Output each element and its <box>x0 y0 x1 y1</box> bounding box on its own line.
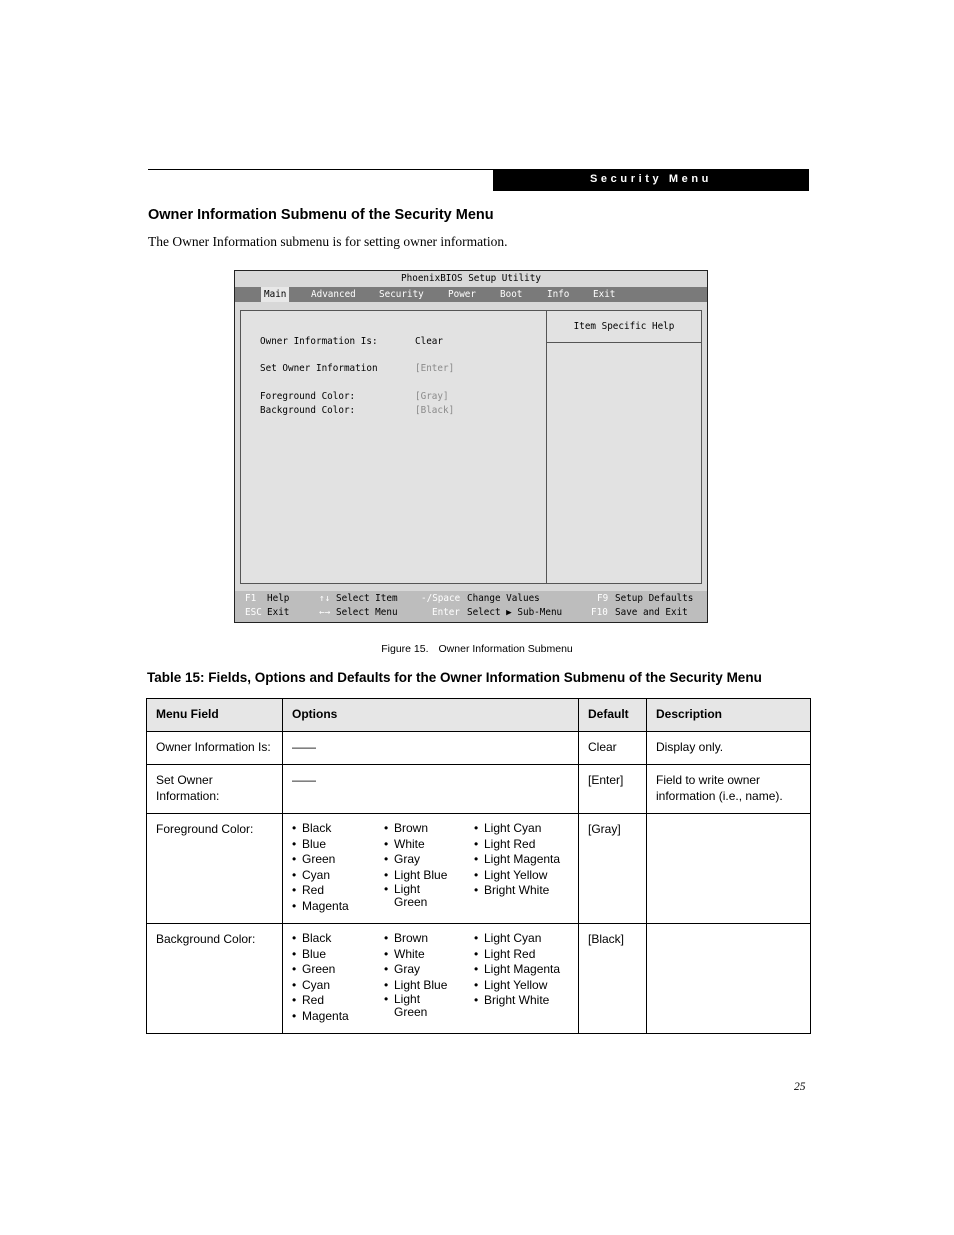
foreground-color-value[interactable]: [Gray] <box>415 391 449 402</box>
option-item: • White <box>384 837 474 853</box>
cell-options: —— <box>283 732 579 765</box>
options-table <box>146 698 811 1034</box>
option-item: • Light Red <box>474 947 569 963</box>
background-color-label: Background Color: <box>260 405 356 416</box>
bios-menu-info[interactable]: Info <box>547 289 570 300</box>
enter-key: Enter <box>432 607 460 618</box>
f9-text: Setup Defaults <box>615 593 694 604</box>
bios-menu-security[interactable]: Security <box>379 289 424 300</box>
header-options: Options <box>283 699 579 732</box>
left-right-text: Select Menu <box>336 607 398 618</box>
set-owner-value[interactable]: [Enter] <box>415 363 455 374</box>
cell-default: [Gray] <box>579 814 647 924</box>
cell-options <box>283 814 579 924</box>
bios-menu-main[interactable]: Main <box>261 287 289 302</box>
cell-options: —— <box>283 765 579 814</box>
owner-info-label: Owner Information Is: <box>260 336 378 347</box>
option-item: • Cyan <box>292 978 384 994</box>
option-item: • Cyan <box>292 868 384 884</box>
table-row <box>147 732 811 765</box>
background-color-value[interactable]: [Black] <box>415 405 455 416</box>
header-rule <box>148 169 493 170</box>
option-item: • Light Magenta <box>474 852 569 868</box>
cell-default: Clear <box>579 732 647 765</box>
esc-key: ESC <box>245 607 262 618</box>
help-title: Item Specific Help <box>547 311 701 343</box>
option-item: • White <box>384 947 474 963</box>
running-header: Security Menu <box>493 169 809 191</box>
f9-key: F9 <box>597 593 609 604</box>
option-item: • Magenta <box>292 1009 384 1025</box>
option-item: • Light Cyan <box>474 931 569 947</box>
option-item: • Light Green <box>384 883 439 909</box>
cell-description: Field to write owner information (i.e., name). <box>647 765 811 814</box>
option-item: • Red <box>292 993 384 1009</box>
option-item: • Brown <box>384 821 474 837</box>
table-title: Table 15: Fields, Options and Defaults for the Owner Information Submenu of the Security Menu <box>147 670 762 685</box>
bios-help-panel <box>546 310 702 584</box>
left-right-key: ←→ <box>319 607 331 618</box>
bios-screenshot <box>234 270 708 623</box>
owner-info-value: Clear <box>415 336 443 347</box>
option-item: • Gray <box>384 852 474 868</box>
option-item: • Green <box>292 852 384 868</box>
table-header-row <box>147 699 811 732</box>
bios-menu-boot[interactable]: Boot <box>500 289 523 300</box>
option-item: • Red <box>292 883 384 899</box>
set-owner-label: Set Owner Information <box>260 363 378 374</box>
f1-text: Help <box>267 593 290 604</box>
option-item: • Light Blue <box>384 868 474 884</box>
section-title: Owner Information Submenu of the Security Menu <box>148 207 494 223</box>
option-item: • Light Green <box>384 993 439 1019</box>
cell-description: Display only. <box>647 732 811 765</box>
bios-menu-advanced[interactable]: Advanced <box>311 289 356 300</box>
option-item: • Bright White <box>474 883 569 899</box>
table-row <box>147 765 811 814</box>
bios-menu-power[interactable]: Power <box>448 289 476 300</box>
bios-title: PhoenixBIOS Setup Utility <box>235 271 707 287</box>
esc-text: Exit <box>267 607 290 618</box>
color-options-list <box>292 821 569 914</box>
bios-footer <box>235 591 707 622</box>
figure-caption-text: Owner Information Submenu <box>438 643 573 655</box>
intro-paragraph: The Owner Information submenu is for setting owner information. <box>148 234 508 249</box>
f10-text: Save and Exit <box>615 607 688 618</box>
bios-settings-panel <box>240 310 547 584</box>
option-item: • Gray <box>384 962 474 978</box>
cell-default: [Enter] <box>579 765 647 814</box>
up-down-text: Select Item <box>336 593 398 604</box>
cell-default: [Black] <box>579 924 647 1034</box>
option-item: • Brown <box>384 931 474 947</box>
bios-menu-bar <box>235 287 707 302</box>
figure-number: Figure 15. <box>381 643 429 655</box>
cell-options <box>283 924 579 1034</box>
option-item: • Blue <box>292 947 384 963</box>
page-number: 25 <box>794 1081 806 1093</box>
up-down-key: ↑↓ <box>319 593 331 604</box>
option-item: • Bright White <box>474 993 569 1009</box>
option-item: • Light Cyan <box>474 821 569 837</box>
option-item: • Light Yellow <box>474 868 569 884</box>
option-item: • Black <box>292 821 384 837</box>
option-item: • Blue <box>292 837 384 853</box>
option-item: • Light Yellow <box>474 978 569 994</box>
color-options-list <box>292 931 569 1024</box>
table-row <box>147 814 811 924</box>
bios-menu-exit[interactable]: Exit <box>593 289 616 300</box>
option-item: • Light Blue <box>384 978 474 994</box>
cell-description <box>647 814 811 924</box>
option-item: • Black <box>292 931 384 947</box>
cell-field: Owner Information Is: <box>147 732 283 765</box>
figure-caption <box>0 643 954 655</box>
header-default: Default <box>579 699 647 732</box>
header-menu-field: Menu Field <box>147 699 283 732</box>
foreground-color-label: Foreground Color: <box>260 391 356 402</box>
option-item: • Light Magenta <box>474 962 569 978</box>
option-item: • Magenta <box>292 899 384 915</box>
header-description: Description <box>647 699 811 732</box>
cell-field: Set Owner Information: <box>147 765 283 814</box>
cell-description <box>647 924 811 1034</box>
space-text: Change Values <box>467 593 540 604</box>
enter-text: Select ▶ Sub-Menu <box>467 607 563 618</box>
cell-field: Background Color: <box>147 924 283 1034</box>
f10-key: F10 <box>591 607 608 618</box>
f1-key: F1 <box>245 593 257 604</box>
cell-field: Foreground Color: <box>147 814 283 924</box>
option-item: • Green <box>292 962 384 978</box>
space-key: -/Space <box>421 593 461 604</box>
option-item: • Light Red <box>474 837 569 853</box>
table-row <box>147 924 811 1034</box>
